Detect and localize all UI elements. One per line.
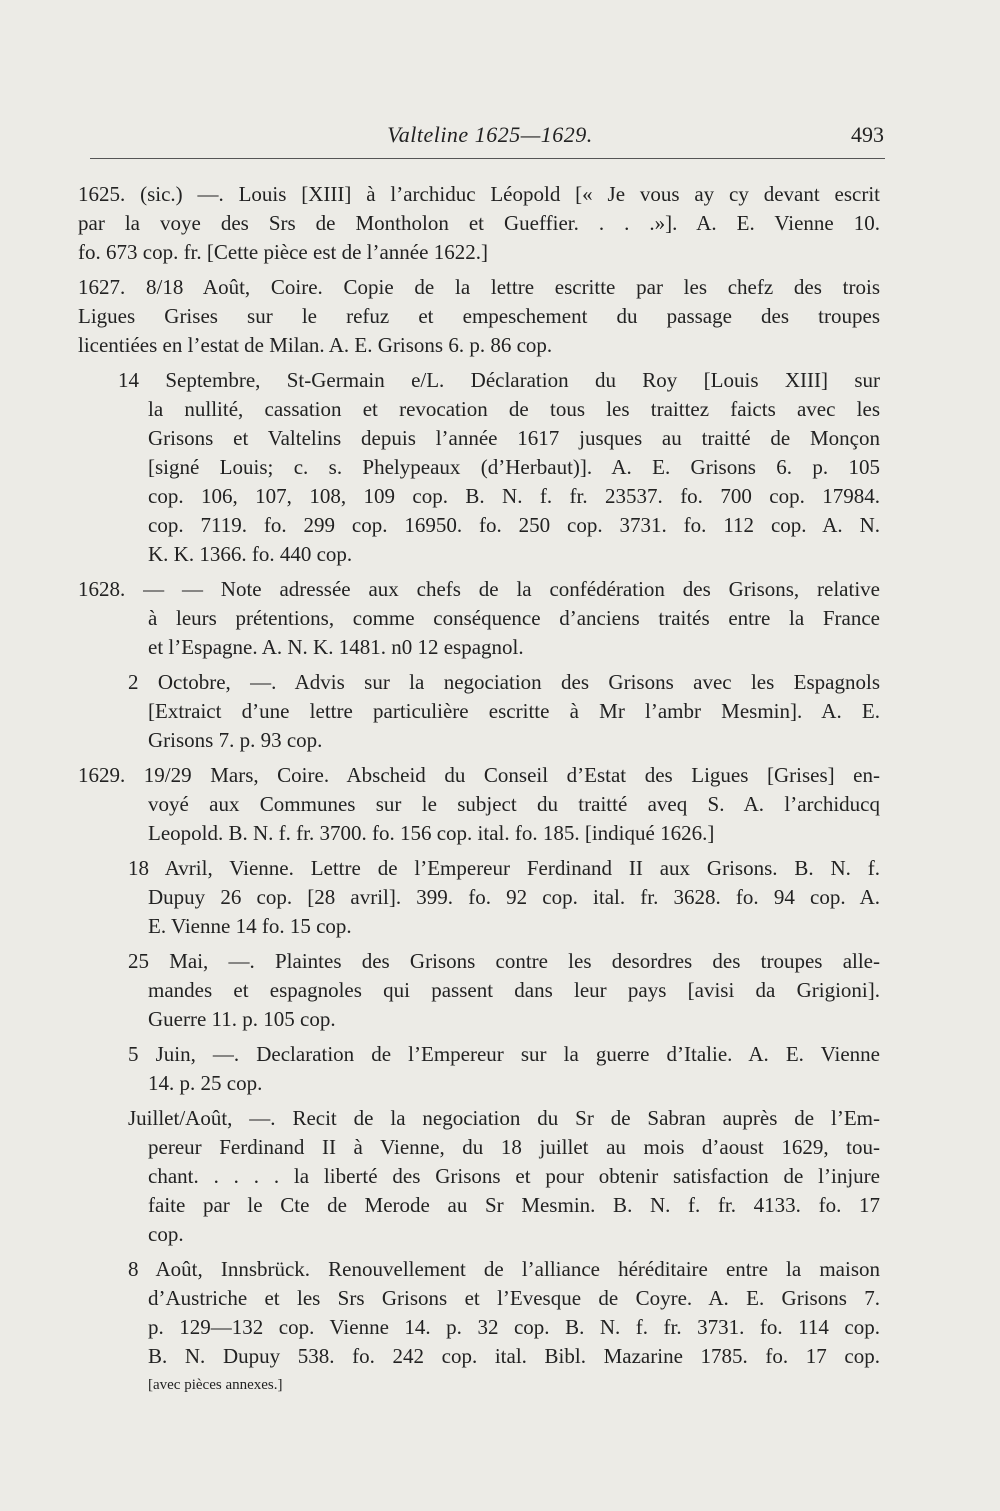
text-line: 1627. 8/18 Août, Coire. Copie de la lettre escritte par les chefz des trois: [78, 275, 880, 299]
page-header: [90, 118, 890, 154]
text-line: Grisons 7. p. 93 cop.: [148, 728, 323, 752]
text-line: cop. 106, 107, 108, 109 cop. B. N. f. fr. 23537. fo. 700 cop. 17984.: [148, 484, 880, 508]
entry-1628-octobre: [128, 668, 898, 755]
entry-1629-avril: [128, 854, 898, 941]
text-line: 1625. (sic.) —. Louis [XIII] à l’archiduc Léopold [« Je vous ay cy devant escrit: [78, 182, 880, 206]
text-line: [Extraict d’une lettre particulière escritte à Mr l’ambr Mesmin]. A. E.: [148, 699, 880, 723]
text-line: 2 Octobre, —. Advis sur la negociation des Grisons avec les Espagnols: [128, 670, 880, 694]
entry-1627-aout: [78, 273, 898, 360]
text-line: pereur Ferdinand II à Vienne, du 18 juillet au mois d’aoust 1629, tou-: [148, 1135, 880, 1159]
text-line: et l’Espagne. A. N. K. 1481. n0 12 espagnol.: [148, 635, 524, 659]
text-line: d’Austriche et les Srs Grisons et l’Evesque de Coyre. A. E. Grisons 7.: [148, 1286, 880, 1310]
entry-1625: [78, 180, 898, 267]
text-line: fo. 673 cop. fr. [Cette pièce est de l’année 1622.]: [78, 240, 488, 264]
text-line: chant. . . . . la liberté des Grisons et pour obtenir satisfaction de l’injure: [148, 1164, 880, 1188]
text-line: 14 Septembre, St-Germain e/L. Déclaration du Roy [Louis XIII] sur: [118, 368, 880, 392]
text-line: K. K. 1366. fo. 440 cop.: [148, 542, 353, 566]
text-line: 25 Mai, —. Plaintes des Grisons contre les desordres des troupes alle-: [128, 949, 880, 973]
header-rule: [90, 158, 885, 159]
entry-1629-aout: [128, 1255, 898, 1400]
text-line: la nullité, cassation et revocation de tous les traittez faicts avec les: [148, 397, 880, 421]
text-line: 8 Août, Innsbrück. Renouvellement de l’alliance héréditaire entre la maison: [128, 1257, 880, 1281]
text-line: E. Vienne 14 fo. 15 cop.: [148, 914, 352, 938]
entry-1627-septembre: [118, 366, 898, 569]
entry-1629-juillet: [128, 1104, 898, 1249]
text-line: 5 Juin, —. Declaration de l’Empereur sur la guerre d’Italie. A. E. Vienne: [128, 1042, 880, 1066]
text-line: cop.: [148, 1222, 184, 1246]
text-line: B. N. Dupuy 538. fo. 242 cop. ital. Bibl. Mazarine 1785. fo. 17 cop.: [148, 1344, 880, 1368]
text-line: [avec pièces annexes.]: [148, 1377, 283, 1393]
text-line: Ligues Grises sur le refuz et empeschement du passage des troupes: [78, 304, 880, 328]
text-line: 18 Avril, Vienne. Lettre de l’Empereur Ferdinand II aux Grisons. B. N. f.: [128, 856, 880, 880]
text-line: Dupuy 26 cop. [28 avril]. 399. fo. 92 cop. ital. fr. 3628. fo. 94 cop. A.: [148, 885, 880, 909]
text-line: à leurs prétentions, comme conséquence d’anciens traités entre la France: [148, 606, 880, 630]
text-line: licentiées en l’estat de Milan. A. E. Grisons 6. p. 86 cop.: [78, 333, 553, 357]
entry-1629-mai: [128, 947, 898, 1034]
page-number: 493: [851, 122, 884, 147]
text-line: par la voye des Srs de Montholon et Gueffier. . . .»]. A. E. Vienne 10.: [78, 211, 880, 235]
entry-1629-juin: [128, 1040, 898, 1098]
text-line: Guerre 11. p. 105 cop.: [148, 1007, 336, 1031]
running-title: Valteline 1625—1629.: [387, 122, 593, 147]
text-line: 14. p. 25 cop.: [148, 1071, 263, 1095]
entry-1629-mars: [78, 761, 898, 848]
text-line: Juillet/Août, —. Recit de la negociation du Sr de Sabran auprès de l’Em-: [128, 1106, 880, 1130]
text-line: 1629. 19/29 Mars, Coire. Abscheid du Conseil d’Estat des Ligues [Grises] en-: [78, 763, 880, 787]
text-line: voyé aux Communes sur le subject du traitté aveq S. A. l’archiducq: [148, 792, 880, 816]
body-text: [78, 180, 898, 1406]
text-line: 1628. — — Note adressée aux chefs de la confédération des Grisons, relative: [78, 577, 880, 601]
text-line: [signé Louis; c. s. Phelypeaux (d’Herbaut)]. A. E. Grisons 6. p. 105: [148, 455, 880, 479]
text-line: cop. 7119. fo. 299 cop. 16950. fo. 250 cop. 3731. fo. 112 cop. A. N.: [148, 513, 880, 537]
entry-1628: [78, 575, 898, 662]
text-line: Grisons et Valtelins depuis l’année 1617 jusques au traitté de Monçon: [148, 426, 880, 450]
text-line: faite par le Cte de Merode au Sr Mesmin. B. N. f. fr. 4133. fo. 17: [148, 1193, 880, 1217]
text-line: mandes et espagnoles qui passent dans leur pays [avisi da Grigioni].: [148, 978, 880, 1002]
text-line: Leopold. B. N. f. fr. 3700. fo. 156 cop. ital. fo. 185. [indiqué 1626.]: [148, 821, 715, 845]
text-line: p. 129—132 cop. Vienne 14. p. 32 cop. B. N. f. fr. 3731. fo. 114 cop.: [148, 1315, 880, 1339]
